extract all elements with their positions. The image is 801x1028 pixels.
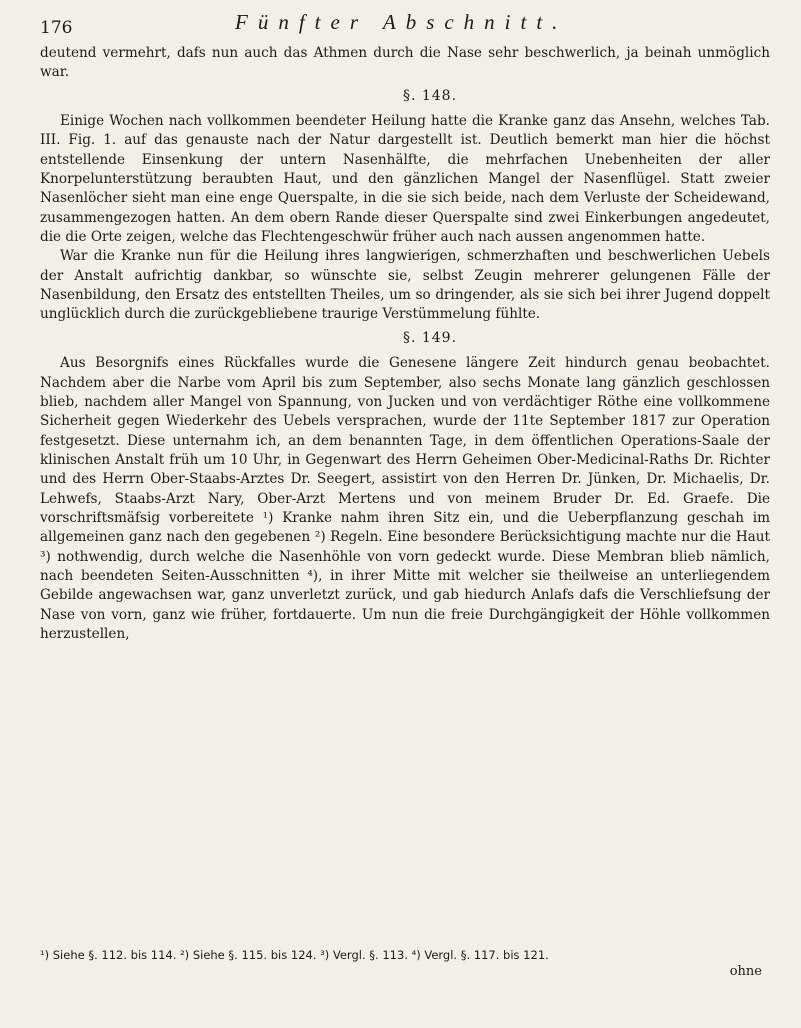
body-text: [40, 44, 770, 644]
catchword: ohne: [729, 964, 762, 979]
page-header: [40, 10, 770, 42]
paragraph: War die Kranke nun für die Heilung ihres langwierigen, schmerzhaften und beschwerlichen Uebels der Anstalt aufrichtig dankbar, so wünschte sie, selbst Zeugin mehrerer gelungenen Fälle der Nasenbildung, den Ersatz des entstellten Theiles, um so dringender, als sie sich bei ihrer Jugend doppelt unglücklich durch die zurückgebliebene traurige Verstümmelung fühlte.: [40, 248, 770, 323]
page-number: 176: [40, 18, 73, 38]
book-page: [40, 10, 770, 1010]
section-heading-149: §. 149.: [402, 329, 458, 346]
section-heading-148: §. 148.: [402, 87, 458, 104]
running-head: Fünfter Abschnitt.: [235, 10, 568, 34]
paragraph-continuation: deutend vermehrt, dafs nun auch das Athmen durch die Nase sehr beschwerlich, ja beinah unmöglich war.: [40, 45, 770, 81]
paragraph: Aus Besorgnifs eines Rückfalles wurde die Genesene längere Zeit hindurch genau beobachtet. Nachdem aber die Narbe vom April bis zum September, also sechs Monate lang gänzlich geschlossen blieb, nachdem aller Mangel von Spannung, von Jucken und von verdächtiger Röthe eine vollkommene Sicherheit gegen Wiederkehr des Uebels versprachen, wurde der 11te September 1817 zur Operation festgesetzt. Diese unternahm ich, an dem benannten Tage, in dem öffentlichen Operations-Saale der klinischen Anstalt früh um 10 Uhr, in Gegenwart des Herrn Geheimen Ober-Medicinal-Raths Dr. Richter und des Herrn Ober-Staabs-Arztes Dr. Seegert, assistirt von den Herren Dr. Jünken, Dr. Michaelis, Dr. Lehwefs, Staabs-Arzt Nary, Ober-Arzt Mertens und von meinem Bruder Dr. Ed. Graefe. Die vorschriftsmäfsig vorbereitete ¹) Kranke nahm ihren Sitz ein, und die Ueberpflanzung geschah im allgemeinen ganz nach den gegebenen ²) Regeln. Eine besondere Berücksichtigung machte nur die Haut ³) nothwendig, durch welche die Nasenhöhle von vorn gedeckt wurde. Diese Membran blieb nämlich, nach beendeten Seiten-Ausschnitten ⁴), in ihrer Mitte mit welcher sie theilweise an unterliegendem Gebilde angewachsen war, ganz unverletzt zurück, und gab hiedurch Anlafs dafs die Verschliefsung der Nase von vorn, ganz wie früher, fortdauerte. Um nun die freie Durchgängigkeit der Höhle vollkommen herzustellen,: [40, 355, 770, 642]
footnotes: ¹) Siehe §. 112. bis 114. ²) Siehe §. 115. bis 124. ³) Vergl. §. 113. ⁴) Vergl. §. 117. bis 121.: [40, 948, 549, 962]
paragraph: Einige Wochen nach vollkommen beendeter Heilung hatte die Kranke ganz das Ansehn, welches Tab. III. Fig. 1. auf das genauste nach der Natur dargestellt ist. Deutlich bemerkt man hier die höchst entstellende Einsenkung der untern Nasenhälfte, die mehrfachen Unebenheiten der aller Knorpelunterstützung beraubten Haut, und den gänzlichen Mangel der Nasenflügel. Statt zweier Nasenlöcher sieht man eine enge Querspalte, in die sie sich beide, nach dem Verluste der Scheidewand, zusammengezogen hatten. An dem obern Rande dieser Querspalte sind zwei Einkerbungen angedeutet, die die Orte zeigen, welche das Flechtengeschwür früher auch nach aussen angenommen hatte.: [40, 113, 770, 246]
